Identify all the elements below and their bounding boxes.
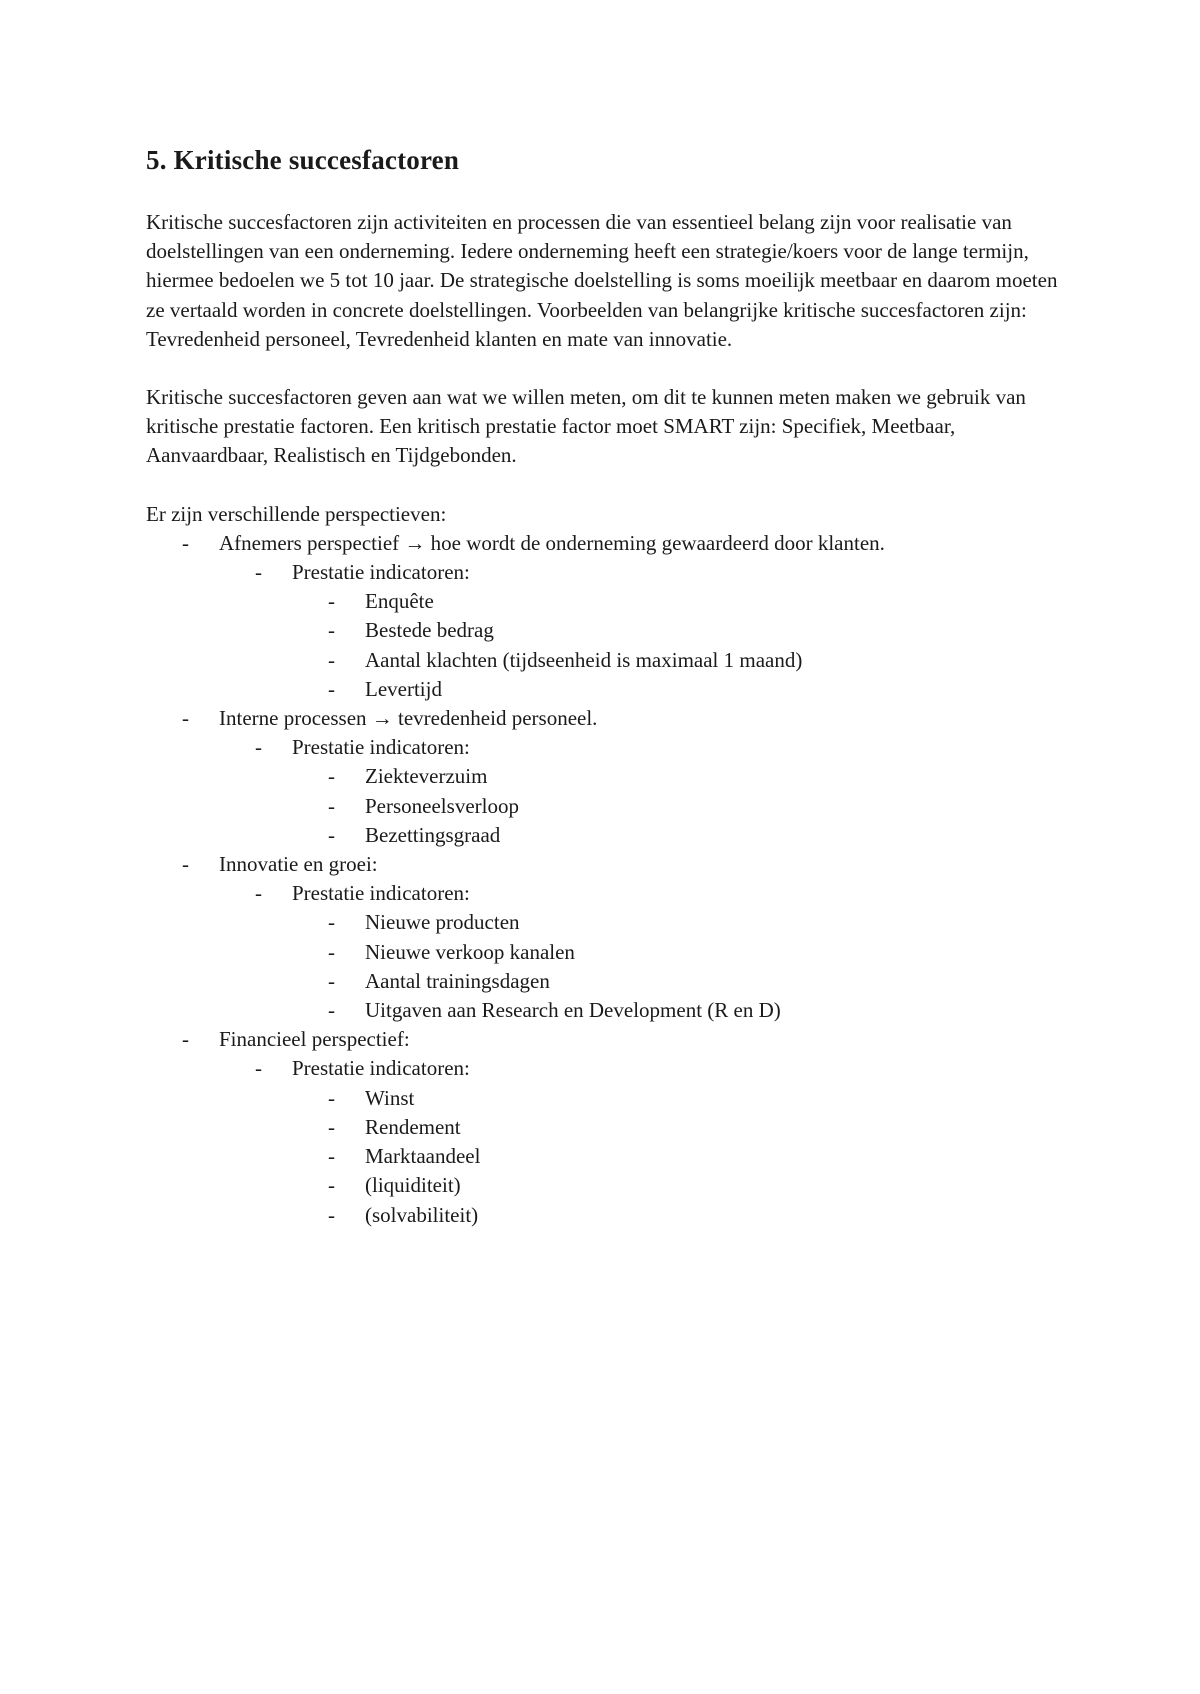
intro-paragraph: Kritische succesfactoren zijn activiteiten en processen die van essentieel belang zijn voor realisatie van doelstellingen van een onderneming. Iedere onderneming heeft een strategie/koers voor de lange termijn, hiermee bedoelen we 5 tot 10 jaar. De strategische doelstelling is soms moeilijk meetbaar en daarom moeten ze vertaald worden in concrete doelstellingen. Voorbeelden van belangrijke kritische succesfactoren zijn: Tevredenheid personeel, Tevredenheid klanten en mate van innovatie.	[146, 210, 1058, 351]
section-heading: 5. Kritische succesfactoren	[146, 145, 460, 175]
smart-paragraph: Kritische succesfactoren geven aan wat we willen meten, om dit te kunnen meten maken we gebruik van kritische prestatie factoren. Een kritisch prestatie factor moet SMART zijn: Specifiek, Meetbaar, Aanvaardbaar, Realistisch en Tijdgebonden.	[146, 385, 1026, 468]
indicator-label: Marktaandeel	[365, 1144, 481, 1169]
perspective-item	[146, 850, 1076, 1025]
sub-label: Prestatie indicatoren:	[292, 560, 470, 585]
dash-bullet: -	[255, 735, 262, 760]
indicator-label: Nieuwe verkoop kanalen	[365, 939, 575, 964]
indicator-item	[292, 1113, 1076, 1142]
indicator-label: (solvabiliteit)	[365, 1202, 479, 1227]
dash-bullet: -	[328, 764, 335, 789]
sub-item	[219, 879, 1076, 1025]
sub-list	[219, 733, 1076, 850]
dash-bullet: -	[328, 910, 335, 935]
dash-bullet: -	[328, 676, 335, 701]
indicator-item	[292, 996, 1076, 1025]
indicator-item	[292, 1142, 1076, 1171]
dash-bullet: -	[328, 1085, 335, 1110]
dash-bullet: -	[328, 939, 335, 964]
indicator-label: Uitgaven aan Research en Development (R en D)	[365, 998, 781, 1023]
indicator-label: Personeelsverloop	[365, 793, 519, 818]
dash-bullet: -	[328, 822, 335, 847]
indicator-item	[292, 646, 1076, 675]
indicator-item	[292, 821, 1076, 850]
indicator-label: Rendement	[365, 1114, 461, 1139]
sub-label: Prestatie indicatoren:	[292, 881, 470, 906]
perspective-label: Interne processen → tevredenheid personeel.	[219, 706, 598, 731]
indicator-item	[292, 675, 1076, 704]
indicator-item	[292, 762, 1076, 791]
sub-label: Prestatie indicatoren:	[292, 735, 470, 760]
indicator-label: Aantal klachten (tijdseenheid is maximaal 1 maand)	[365, 647, 803, 672]
dash-bullet: -	[328, 647, 335, 672]
indicator-item	[292, 792, 1076, 821]
indicator-label: (liquiditeit)	[365, 1173, 461, 1198]
dash-bullet: -	[328, 1144, 335, 1169]
indicator-list	[292, 908, 1076, 1025]
indicator-label: Bezettingsgraad	[365, 822, 501, 847]
dash-bullet: -	[328, 998, 335, 1023]
perspective-item	[146, 529, 1076, 704]
sub-label: Prestatie indicatoren:	[292, 1056, 470, 1081]
indicator-item	[292, 967, 1076, 996]
dash-bullet: -	[182, 706, 189, 731]
perspective-item	[146, 1025, 1076, 1229]
sub-list	[219, 558, 1076, 704]
sub-list	[219, 1054, 1076, 1229]
indicator-list	[292, 587, 1076, 704]
sub-item	[219, 1054, 1076, 1229]
sub-item	[219, 558, 1076, 704]
perspectives-intro: Er zijn verschillende perspectieven:	[146, 501, 447, 526]
dash-bullet: -	[182, 1027, 189, 1052]
dash-bullet: -	[328, 968, 335, 993]
indicator-list	[292, 762, 1076, 850]
dash-bullet: -	[182, 530, 189, 555]
dash-bullet: -	[328, 1114, 335, 1139]
dash-bullet: -	[328, 589, 335, 614]
document-page	[146, 140, 1076, 1230]
perspectives-list	[146, 529, 1076, 1230]
indicator-item	[292, 908, 1076, 937]
indicator-item	[292, 1171, 1076, 1200]
indicator-label: Nieuwe producten	[365, 910, 520, 935]
perspective-label: Financieel perspectief:	[219, 1027, 410, 1052]
indicator-label: Enquête	[365, 589, 434, 614]
indicator-label: Levertijd	[365, 676, 442, 701]
indicator-item	[292, 1084, 1076, 1113]
sub-item	[219, 733, 1076, 850]
indicator-label: Aantal trainingsdagen	[365, 968, 550, 993]
dash-bullet: -	[328, 793, 335, 818]
perspective-item	[146, 704, 1076, 850]
dash-bullet: -	[328, 618, 335, 643]
indicator-item	[292, 1201, 1076, 1230]
indicator-item	[292, 587, 1076, 616]
dash-bullet: -	[255, 881, 262, 906]
sub-list	[219, 879, 1076, 1025]
dash-bullet: -	[255, 1056, 262, 1081]
indicator-list	[292, 1084, 1076, 1230]
indicator-label: Winst	[365, 1085, 415, 1110]
indicator-item	[292, 616, 1076, 645]
indicator-item	[292, 938, 1076, 967]
dash-bullet: -	[328, 1202, 335, 1227]
dash-bullet: -	[328, 1173, 335, 1198]
indicator-label: Bestede bedrag	[365, 618, 494, 643]
perspective-label: Innovatie en groei:	[219, 852, 378, 877]
indicator-label: Ziekteverzuim	[365, 764, 488, 789]
perspective-label: Afnemers perspectief → hoe wordt de onderneming gewaardeerd door klanten.	[219, 530, 885, 555]
dash-bullet: -	[255, 560, 262, 585]
dash-bullet: -	[182, 852, 189, 877]
